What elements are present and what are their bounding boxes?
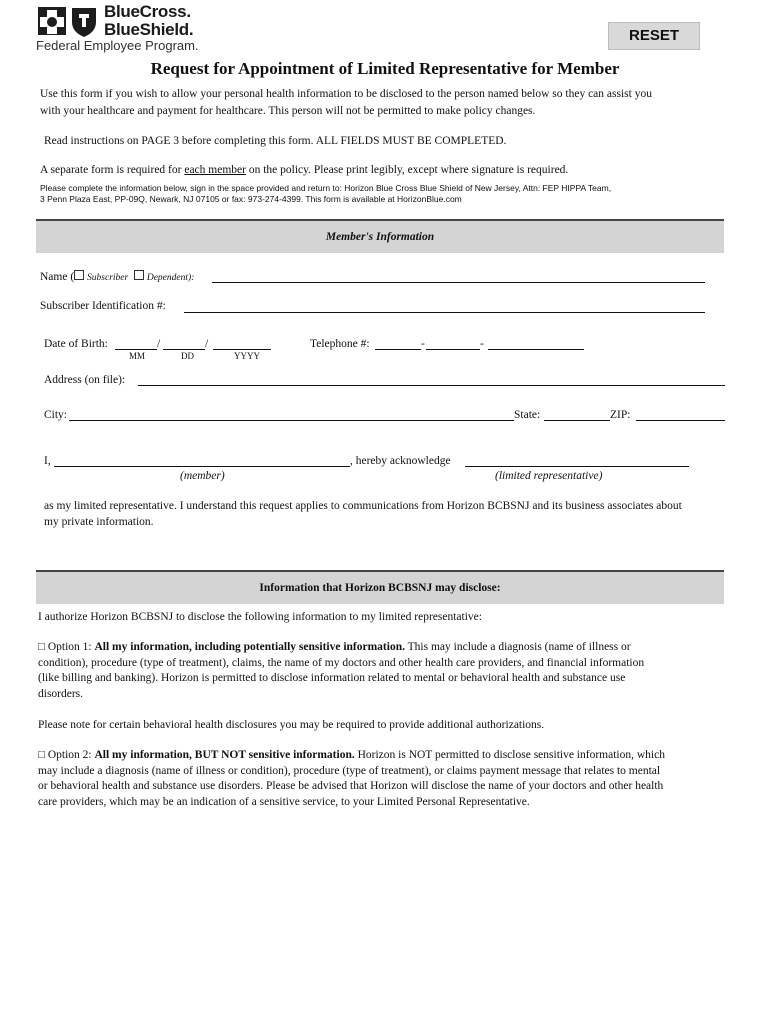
city-label: City: — [44, 409, 68, 421]
telephone-area-input[interactable] — [375, 349, 421, 350]
yyyy-caption: YYYY — [234, 351, 260, 361]
reset-button[interactable]: RESET — [608, 22, 700, 50]
option-2-checkbox[interactable]: □ Option 2: — [38, 749, 95, 761]
option-1-rest: This may include a diagnosis (name of illness or — [404, 641, 631, 653]
name-label: Name ( — [40, 271, 75, 283]
dob-month-input[interactable] — [115, 349, 157, 350]
option-2-line-3: or behavioral health and substance use disorders. Please be advised that Horizon will disclose the name of your doctors and other health — [38, 780, 664, 792]
city-input[interactable] — [69, 420, 514, 421]
read-instructions: Read instructions on PAGE 3 before completing this form. ALL FIELDS MUST BE COMPLETED. — [44, 135, 507, 147]
option-1-title: All my information, including potentially sensitive information. — [94, 641, 405, 653]
option-1-line-2: condition), procedure (type of treatment), claims, the name of my doctors and other health care providers, and financial information — [38, 657, 645, 669]
option-2-line-4: care providers, which may be an indication of a sensitive service, to your Limited Personal Representative. — [38, 796, 530, 808]
ack-line-2: my private information. — [44, 516, 154, 528]
complete-line-1: Please complete the information below, sign in the space provided and return to: Horizon Blue Cross Blue Shield of New Jersey, Attn: FEP HIPPA Team, — [40, 183, 612, 193]
dependent-checkbox[interactable] — [134, 270, 144, 280]
representative-caption: (limited representative) — [495, 470, 603, 482]
name-label-row — [40, 270, 194, 283]
state-label: State: — [514, 409, 541, 421]
option-1-line-3: (like billing and banking). Horizon is permitted to disclose information related to mental or behavioral health and substance use — [38, 672, 626, 684]
members-section-heading: Member's Information — [36, 219, 724, 253]
option-1-line-1 — [38, 639, 728, 655]
telephone-label: Telephone #: — [310, 338, 370, 350]
brand-blueshield: BlueShield. — [104, 20, 194, 39]
member-name-input[interactable] — [54, 466, 350, 467]
complete-line-2: 3 Penn Plaza East, PP-09Q, Newark, NJ 07105 or fax: 973-274-4399. This form is available at HorizonBlue.com — [40, 194, 462, 204]
dob-day-input[interactable] — [163, 349, 205, 350]
option-1-line-4: disorders. — [38, 688, 84, 700]
dependent-label: Dependent): — [146, 273, 195, 283]
name-input[interactable] — [212, 282, 705, 283]
telephone-line-input[interactable] — [488, 349, 584, 350]
dob-year-input[interactable] — [213, 349, 271, 350]
address-label: Address (on file): — [44, 374, 126, 386]
dd-caption: DD — [181, 351, 194, 361]
zip-input[interactable] — [636, 420, 725, 421]
separate-each-member: each member — [184, 164, 246, 176]
brand-bluecross: BlueCross. — [104, 2, 191, 21]
acknowledge-label: , hereby acknowledge — [350, 455, 451, 467]
zip-label: ZIP: — [610, 409, 631, 421]
option-2-line-2: may include a diagnosis (name of illness or condition), procedure (type of treatment), or claims payment message that relates to mental — [38, 765, 661, 777]
dob-slash-1: / — [157, 338, 161, 350]
form-title: Request for Appointment of Limited Representative for Member — [150, 59, 620, 78]
member-caption: (member) — [180, 470, 225, 482]
separate-pre: A separate form is required for — [40, 164, 185, 176]
subscriber-id-label: Subscriber Identification #: — [40, 300, 166, 312]
telephone-dash-2: - — [480, 338, 484, 350]
ack-line-1: as my limited representative. I understand this request applies to communications from Horizon BCBSNJ and its business associates about — [44, 500, 682, 512]
mm-caption: MM — [129, 351, 146, 361]
federal-employee-program: Federal Employee Program. — [36, 38, 199, 53]
disclose-section-heading: Information that Horizon BCBSNJ may disclose: — [36, 570, 724, 604]
intro-line-1: Use this form if you wish to allow your personal health information to be disclosed to the person named below so they can assist you — [40, 88, 652, 100]
telephone-prefix-input[interactable] — [426, 349, 480, 350]
separate-post: on the policy. Please print legibly, except where signature is required. — [245, 164, 569, 176]
dob-label: Date of Birth: — [44, 338, 108, 350]
subscriber-id-input[interactable] — [184, 312, 705, 313]
i-label: I, — [44, 455, 51, 467]
dob-slash-2: / — [205, 338, 209, 350]
telephone-dash-1: - — [421, 338, 425, 350]
option-1-checkbox[interactable]: □ Option 1: — [38, 641, 95, 653]
limited-representative-input[interactable] — [465, 466, 689, 467]
behavioral-health-note: Please note for certain behavioral health disclosures you may be required to provide additional authorizations. — [38, 719, 545, 731]
subscriber-checkbox[interactable] — [74, 270, 84, 280]
option-2-line-1 — [38, 747, 728, 763]
bcbs-logo-icon — [36, 4, 100, 38]
separate-form-note — [40, 162, 568, 178]
address-input[interactable] — [138, 385, 725, 386]
state-input[interactable] — [544, 420, 610, 421]
intro-line-2: with your healthcare and payment for healthcare. This person will not be permitted to make policy changes. — [40, 105, 536, 117]
option-2-title: All my information, BUT NOT sensitive information. — [94, 749, 355, 761]
subscriber-label: Subscriber — [87, 273, 129, 283]
option-2-rest: Horizon is NOT permitted to disclose sensitive information, which — [354, 749, 665, 761]
authorize-text: I authorize Horizon BCBSNJ to disclose the following information to my limited representative: — [38, 611, 482, 623]
